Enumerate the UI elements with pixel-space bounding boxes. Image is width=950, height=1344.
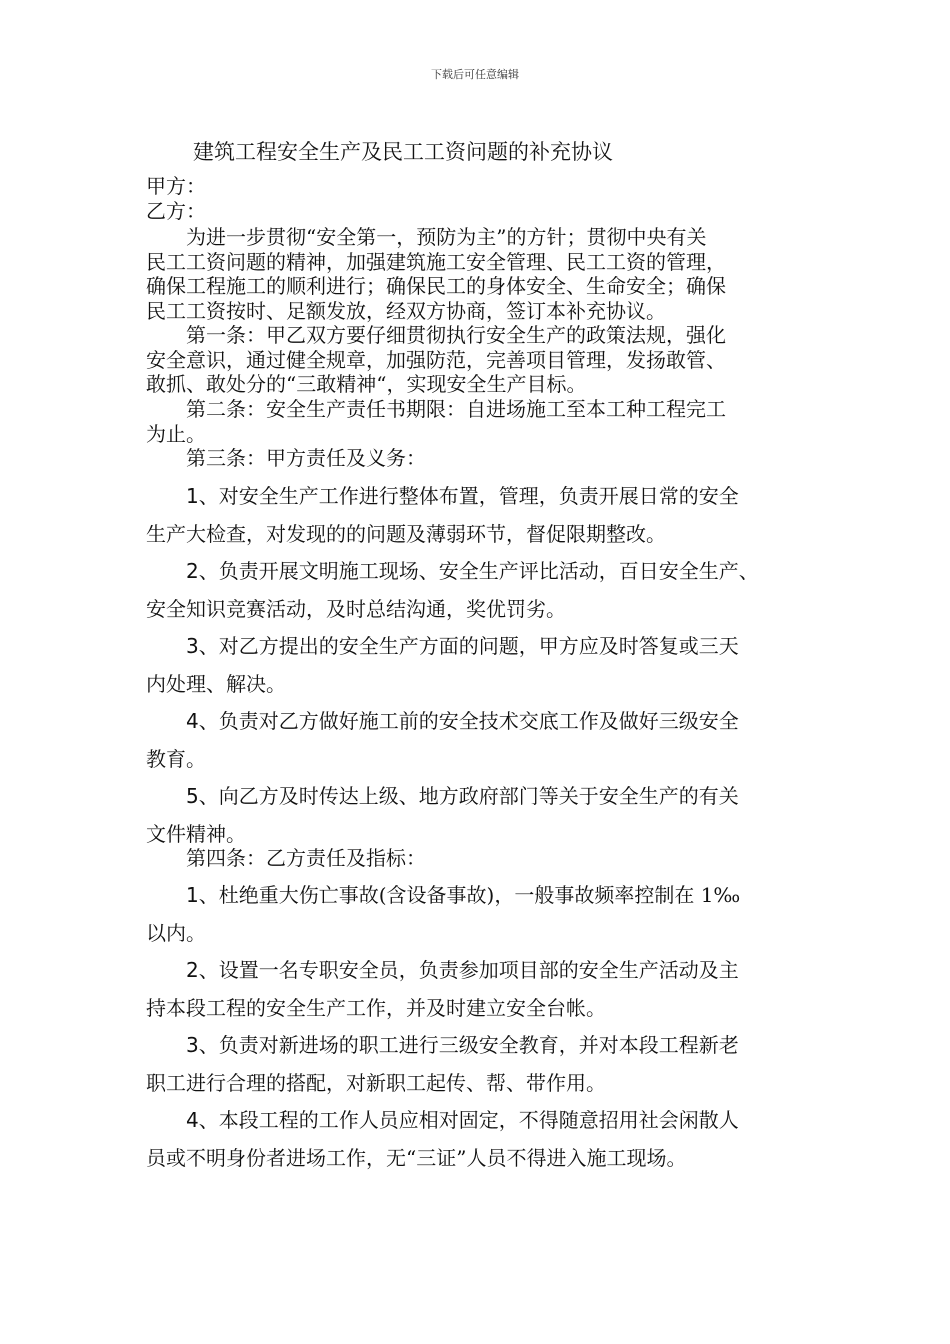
article-4-heading-text: 第四条：乙方责任及指标： — [146, 846, 426, 870]
intro-line: 民工工资按时、足额发放，经双方协商，签订本补充协议。 — [146, 298, 666, 323]
item-number: 5 — [186, 784, 199, 808]
item-text: 、设置一名专职安全员，负责参加项目部的安全生产活动及主 — [198, 958, 739, 982]
item-number: 2 — [186, 559, 199, 583]
item-number: 3 — [186, 1033, 199, 1057]
list-item — [146, 952, 816, 1027]
list-item — [146, 877, 816, 952]
intro-line: 确保工程施工的顺利进行；确保民工的身体安全、生命安全；确保 — [146, 274, 726, 298]
document-title: 建筑工程安全生产及民工工资问题的补充协议 — [193, 140, 613, 164]
item-text: 、负责对乙方做好施工前的安全技术交底工作及做好三级安全 — [198, 709, 739, 733]
party-a-duties-list — [146, 478, 816, 853]
item-text: 、本段工程的工作人员应相对固定，不得随意招用社会闲散人 — [198, 1108, 739, 1132]
item-text: 文件精神。 — [146, 821, 246, 846]
intro-paragraph — [146, 225, 806, 323]
item-number: 4 — [186, 1108, 199, 1132]
party-b-label: 乙方： — [146, 198, 206, 223]
item-text: 、对安全生产工作进行整体布置，管理，负责开展日常的安全 — [198, 484, 739, 508]
parties-block — [146, 174, 806, 223]
article-3-heading-text: 第三条：甲方责任及义务： — [146, 446, 426, 470]
item-number: 3 — [186, 634, 199, 658]
list-item — [146, 1102, 816, 1177]
item-number: 1 — [186, 883, 199, 907]
list-item — [146, 1027, 816, 1102]
item-text: 持本段工程的安全生产工作，并及时建立安全台帐。 — [146, 995, 606, 1020]
list-item — [146, 628, 816, 703]
list-item — [146, 553, 816, 628]
list-item — [146, 703, 816, 778]
item-text: 、向乙方及时传达上级、地方政府部门等关于安全生产的有关 — [198, 784, 739, 808]
article-1-line: 安全意识，通过健全规章，加强防范，完善项目管理，发扬敢管、 — [146, 347, 726, 372]
article-3-heading — [146, 446, 806, 471]
party-a-label: 甲方： — [146, 174, 206, 198]
item-text: 、对乙方提出的安全生产方面的问题，甲方应及时答复或三天 — [198, 634, 739, 658]
item-text: 、负责对新进场的职工进行三级安全教育，并对本段工程新老 — [198, 1033, 739, 1057]
article-2-line: 第二条：安全生产责任书期限：自进场施工至本工种工程完工 — [146, 397, 726, 421]
article-1 — [146, 323, 806, 397]
item-number: 4 — [186, 709, 199, 733]
article-1-line: 第一条：甲乙双方要仔细贯彻执行安全生产的政策法规，强化 — [146, 323, 726, 347]
article-1-line: 敢抓、敢处分的“三敢精神“，实现安全生产目标。 — [146, 372, 587, 396]
item-text: 员或不明身份者进场工作，无“三证”人员不得进入施工现场。 — [146, 1145, 687, 1170]
intro-line: 民工工资问题的精神，加强建筑施工安全管理、民工工资的管理， — [146, 249, 726, 274]
item-text: 、负责开展文明施工现场、安全生产评比活动，百日安全生产、 — [198, 559, 759, 583]
list-item — [146, 478, 816, 553]
item-text: 安全知识竞赛活动，及时总结沟通，奖优罚劣。 — [146, 596, 566, 621]
article-2-line: 为止。 — [146, 421, 206, 446]
article-2 — [146, 397, 806, 446]
item-text: 教育。 — [146, 746, 206, 771]
item-text: 内处理、解决。 — [146, 671, 286, 696]
item-text: 生产大检查，对发现的的问题及薄弱环节，督促限期整改。 — [146, 521, 666, 546]
item-text: 以内。 — [146, 920, 206, 945]
item-text: 、杜绝重大伤亡事故(含设备事故)，一般事故频率控制在 1‰ — [198, 883, 741, 907]
party-b-duties-list — [146, 877, 816, 1177]
intro-line: 为进一步贯彻“安全第一，预防为主”的方针；贯彻中央有关 — [146, 225, 707, 249]
item-number: 1 — [186, 484, 199, 508]
article-4-heading — [146, 846, 806, 871]
item-number: 2 — [186, 958, 199, 982]
list-item — [146, 778, 816, 853]
header-note: 下载后可任意编辑 — [431, 68, 519, 81]
item-text: 职工进行合理的搭配，对新职工起传、帮、带作用。 — [146, 1070, 606, 1095]
